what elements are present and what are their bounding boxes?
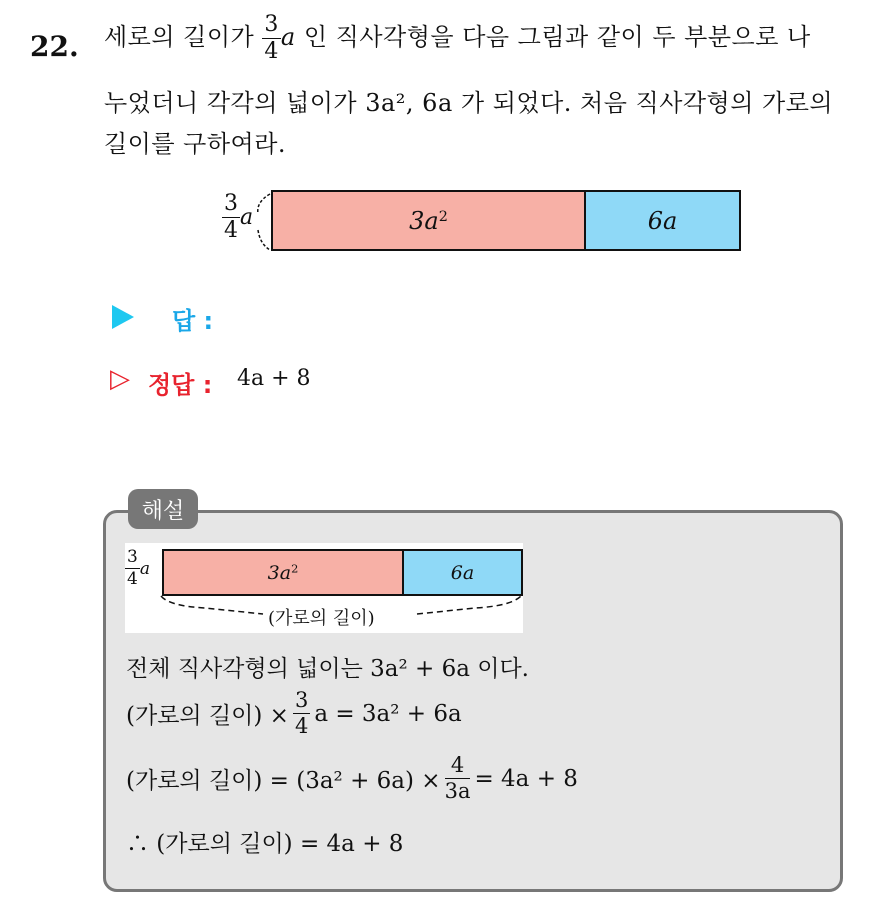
solution-line-3-fraction	[445, 755, 471, 802]
figure-right-region	[584, 190, 741, 251]
figure-height-var: a	[240, 205, 254, 230]
figure-height-den: 4	[224, 218, 238, 243]
figure-left-area: $3a^2$	[409, 206, 448, 235]
figure-right-area: 6a	[647, 206, 678, 235]
solution-figure-left	[162, 549, 404, 596]
figure-left-region	[271, 190, 586, 251]
figure-height-fraction	[222, 193, 240, 242]
solution-line-2-fraction	[293, 690, 310, 737]
solution-line-4: ∴ (가로의 길이) = 4a + 8	[126, 831, 404, 857]
problem-fraction	[262, 14, 281, 63]
solution-line-3-num: 4	[445, 755, 471, 779]
solution-figure-height-den: 4	[127, 569, 138, 589]
problem-line-3: 길이를 구하여라.	[104, 130, 287, 158]
solution-line-3-post: = 4a + 8	[474, 765, 578, 792]
figure-height-label	[222, 193, 253, 242]
solution-line-2-den: 4	[294, 714, 309, 738]
correct-value: 4a + 8	[237, 366, 311, 391]
figure-height-num: 3	[224, 191, 238, 216]
solution-line-1: 전체 직사각형의 넓이는 3a² + 6a 이다.	[126, 656, 529, 682]
solution-line-3-pre: (가로의 길이) = (3a² + 6a) ×	[126, 768, 441, 794]
solution-line-2	[126, 690, 462, 737]
solution-line-2-num: 3	[294, 688, 309, 712]
solution-tag: 해설	[128, 489, 198, 529]
problem-line-1	[104, 14, 811, 63]
answer-triangle-icon	[112, 305, 134, 329]
fraction-numerator: 3	[264, 12, 279, 37]
fraction-denominator: 4	[264, 39, 279, 64]
solution-figure-left-area: $3a^2$	[267, 561, 299, 584]
problem-number: 22.	[30, 30, 79, 63]
solution-line-2-pre: (가로의 길이) ×	[126, 703, 289, 729]
problem-variable: a	[280, 23, 296, 51]
problem-line-2: 누었더니 각각의 넓이가 3a², 6a 가 되었다. 처음 직사각형의 가로의	[104, 89, 834, 117]
solution-figure-right	[402, 549, 523, 596]
problem-line-1-post: 인 직사각형을 다음 그림과 같이 두 부분으로 나	[303, 23, 811, 51]
problem-line-1-pre: 세로의 길이가	[104, 23, 255, 51]
solution-figure-height-var: a	[139, 558, 150, 579]
solution-figure-height	[125, 549, 150, 588]
solution-figure-height-fraction	[125, 549, 140, 588]
solution-figure-height-num: 3	[127, 547, 138, 567]
solution-figure-right-area: 6a	[450, 561, 475, 584]
solution-width-label: (가로의 길이)	[268, 608, 375, 629]
correct-marker-icon: ▷	[110, 364, 130, 394]
solution-line-3-den: 3a	[444, 779, 471, 803]
correct-label: 정답 :	[148, 371, 213, 399]
solution-line-3	[126, 755, 578, 802]
answer-label: 답 :	[172, 307, 214, 335]
solution-line-2-post: a = 3a² + 6a	[314, 700, 462, 727]
